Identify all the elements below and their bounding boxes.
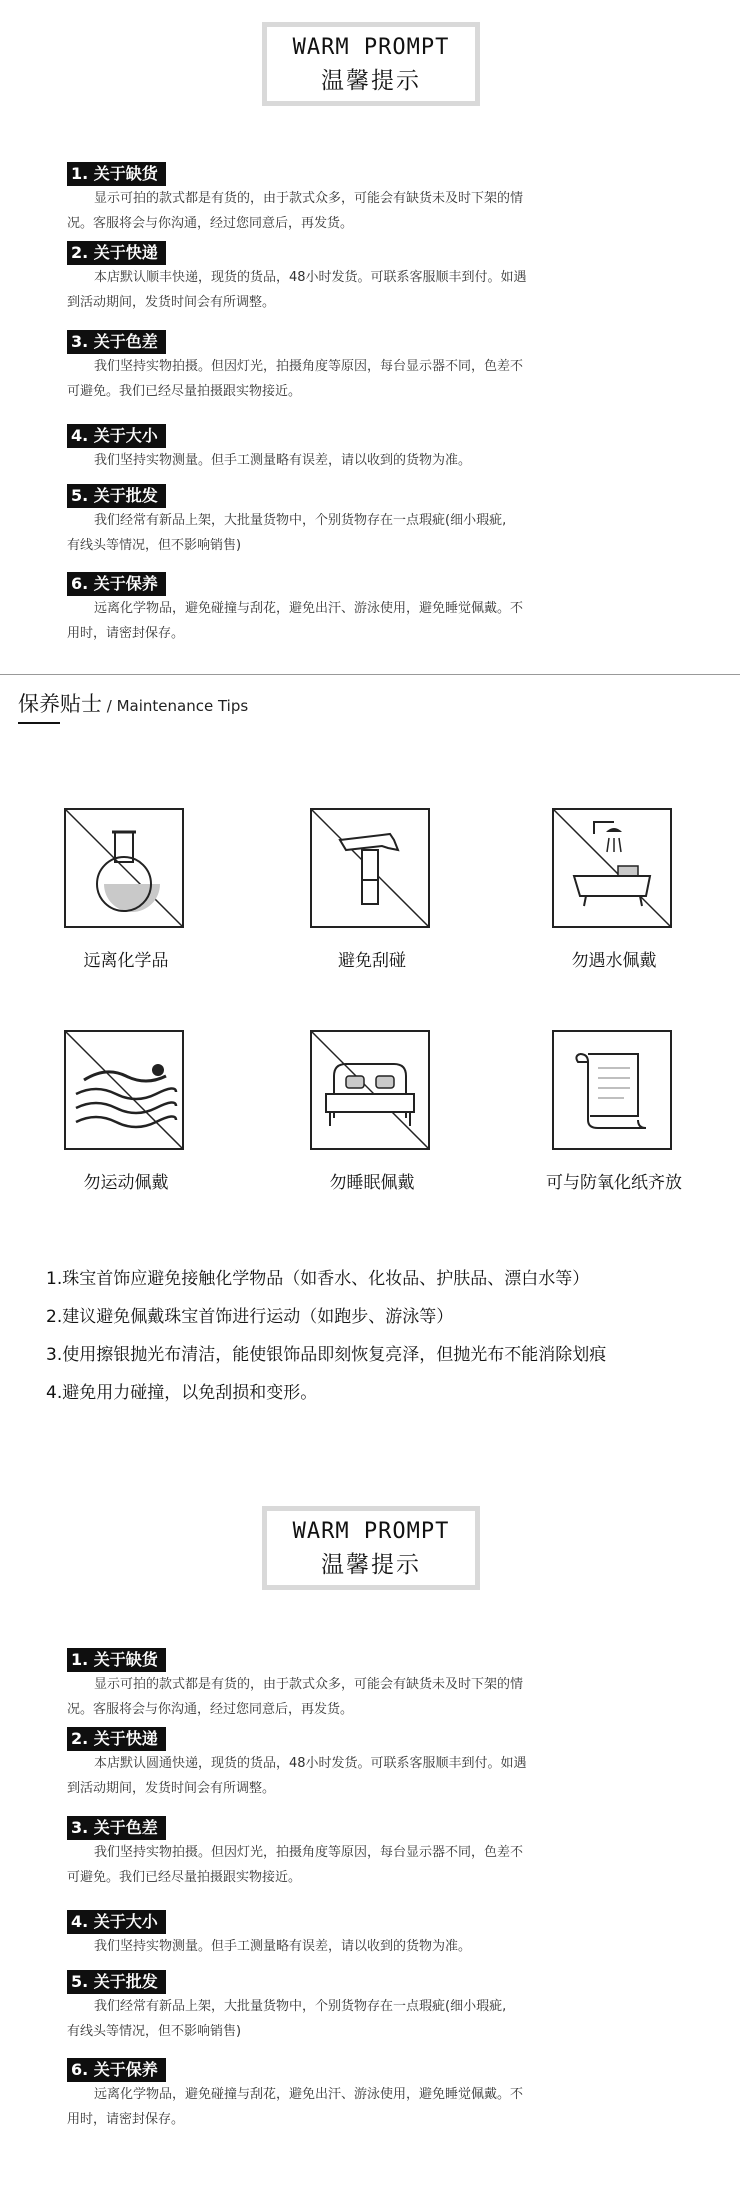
notice-text-line: 可避免。我们已经尽量拍摄跟实物接近。 <box>67 384 302 399</box>
notice-tag: 4. 关于大小 <box>67 424 166 448</box>
notice-text-line: 用时，请密封保存。 <box>67 626 185 640</box>
tile-label: 勿遇水佩戴 <box>571 951 657 971</box>
maintenance-title-zh: 保养贴士 <box>18 692 102 716</box>
notice-tag: 6. 关于保养 <box>67 2058 166 2082</box>
notice-text-line: 我们经常有新品上架，大批量货物中，个别货物存在一点瑕疵(细小瑕疵, <box>94 1999 507 2014</box>
warm-prompt-title-zh: 温馨提示 <box>321 68 421 94</box>
notice-text-line: 况。客服将会与你沟通，经过您同意后，再发货。 <box>67 216 354 231</box>
tile-label: 避免刮碰 <box>338 951 406 971</box>
notice-text-line: 有线头等情况，但不影响销售) <box>67 538 242 553</box>
tip-item: 3.使用擦银抛光布清洁，能使银饰品即刻恢复亮泽，但抛光布不能消除划痕 <box>46 1345 607 1365</box>
notice-text-line: 到活动期间，发货时间会有所调整。 <box>67 295 276 310</box>
notice-tag: 1. 关于缺货 <box>67 162 166 186</box>
notice-tag: 4. 关于大小 <box>67 1910 166 1934</box>
maintenance-title-sep: / <box>102 697 117 715</box>
notice-text-line: 我们坚持实物测量。但手工测量略有误差，请以收到的货物为准。 <box>94 1939 472 1954</box>
tip-item: 4.避免用力碰撞，以免刮损和变形。 <box>46 1383 318 1403</box>
notice-text-line: 有线头等情况，但不影响销售) <box>67 2024 242 2039</box>
tip-item: 2.建议避免佩戴珠宝首饰进行运动（如跑步、游泳等） <box>46 1307 454 1327</box>
notice-tag: 3. 关于色差 <box>67 330 166 354</box>
notice-text-line: 可避免。我们已经尽量拍摄跟实物接近。 <box>67 1870 302 1885</box>
notice-tag: 5. 关于批发 <box>67 484 166 508</box>
notice-text-line: 远离化学物品，避免碰撞与刮花，避免出汗、游泳使用，避免睡觉佩戴。不 <box>94 2087 524 2102</box>
notice-text-line: 况。客服将会与你沟通，经过您同意后，再发货。 <box>67 1702 354 1717</box>
notice-text-line: 远离化学物品，避免碰撞与刮花，避免出汗、游泳使用，避免睡觉佩戴。不 <box>94 601 524 616</box>
notice-text-line: 本店默认顺丰快递，现货的货品，48小时发货。可联系客服顺丰到付。如遇 <box>94 270 527 285</box>
notice-text-line: 我们经常有新品上架，大批量货物中，个别货物存在一点瑕疵(细小瑕疵, <box>94 513 507 528</box>
notice-item <box>67 1816 607 1890</box>
tile-label: 勿运动佩戴 <box>83 1173 169 1193</box>
notice-text-line: 用时，请密封保存。 <box>67 2112 185 2127</box>
notice-item <box>67 1970 607 2044</box>
maintenance-title-en: Maintenance Tips <box>116 697 249 715</box>
notice-tag: 2. 关于快递 <box>67 241 166 265</box>
warm-prompt-title-zh: 温馨提示 <box>321 1552 421 1578</box>
notice-text-line: 我们坚持实物拍摄。但因灯光，拍摄角度等原因，每台显示器不同，色差不 <box>94 359 524 374</box>
notice-item <box>67 1648 607 1722</box>
tile-label: 远离化学品 <box>83 951 169 971</box>
notice-item <box>67 1910 607 1959</box>
tile-label: 可与防氧化纸齐放 <box>546 1173 682 1193</box>
warm-prompt-title-en: WARM PROMPT <box>292 1519 450 1544</box>
notice-text-line: 显示可拍的款式都是有货的，由于款式众多，可能会有缺货未及时下架的情 <box>94 1677 524 1692</box>
notice-text-line: 本店默认圆通快递，现货的货品，48小时发货。可联系客服顺丰到付。如遇 <box>94 1756 527 1771</box>
notice-item <box>67 2058 607 2132</box>
tip-item: 1.珠宝首饰应避免接触化学物品（如香水、化妆品、护肤品、漂白水等） <box>46 1269 590 1289</box>
warm-prompt-title-en: WARM PROMPT <box>292 35 450 60</box>
notice-tag: 6. 关于保养 <box>67 572 166 596</box>
notice-tag: 2. 关于快递 <box>67 1727 166 1751</box>
notice-tag: 3. 关于色差 <box>67 1816 166 1840</box>
notice-tag: 1. 关于缺货 <box>67 1648 166 1672</box>
notice-tag: 5. 关于批发 <box>67 1970 166 1994</box>
notice-text-line: 我们坚持实物拍摄。但因灯光，拍摄角度等原因，每台显示器不同，色差不 <box>94 1845 524 1860</box>
notice-text-line: 显示可拍的款式都是有货的，由于款式众多，可能会有缺货未及时下架的情 <box>94 191 524 206</box>
notice-text-line: 我们坚持实物测量。但手工测量略有误差，请以收到的货物为准。 <box>94 453 472 468</box>
notice-text-line: 到活动期间，发货时间会有所调整。 <box>67 1781 276 1796</box>
tile-label: 勿睡眠佩戴 <box>329 1173 415 1193</box>
notice-item <box>67 1727 607 1801</box>
